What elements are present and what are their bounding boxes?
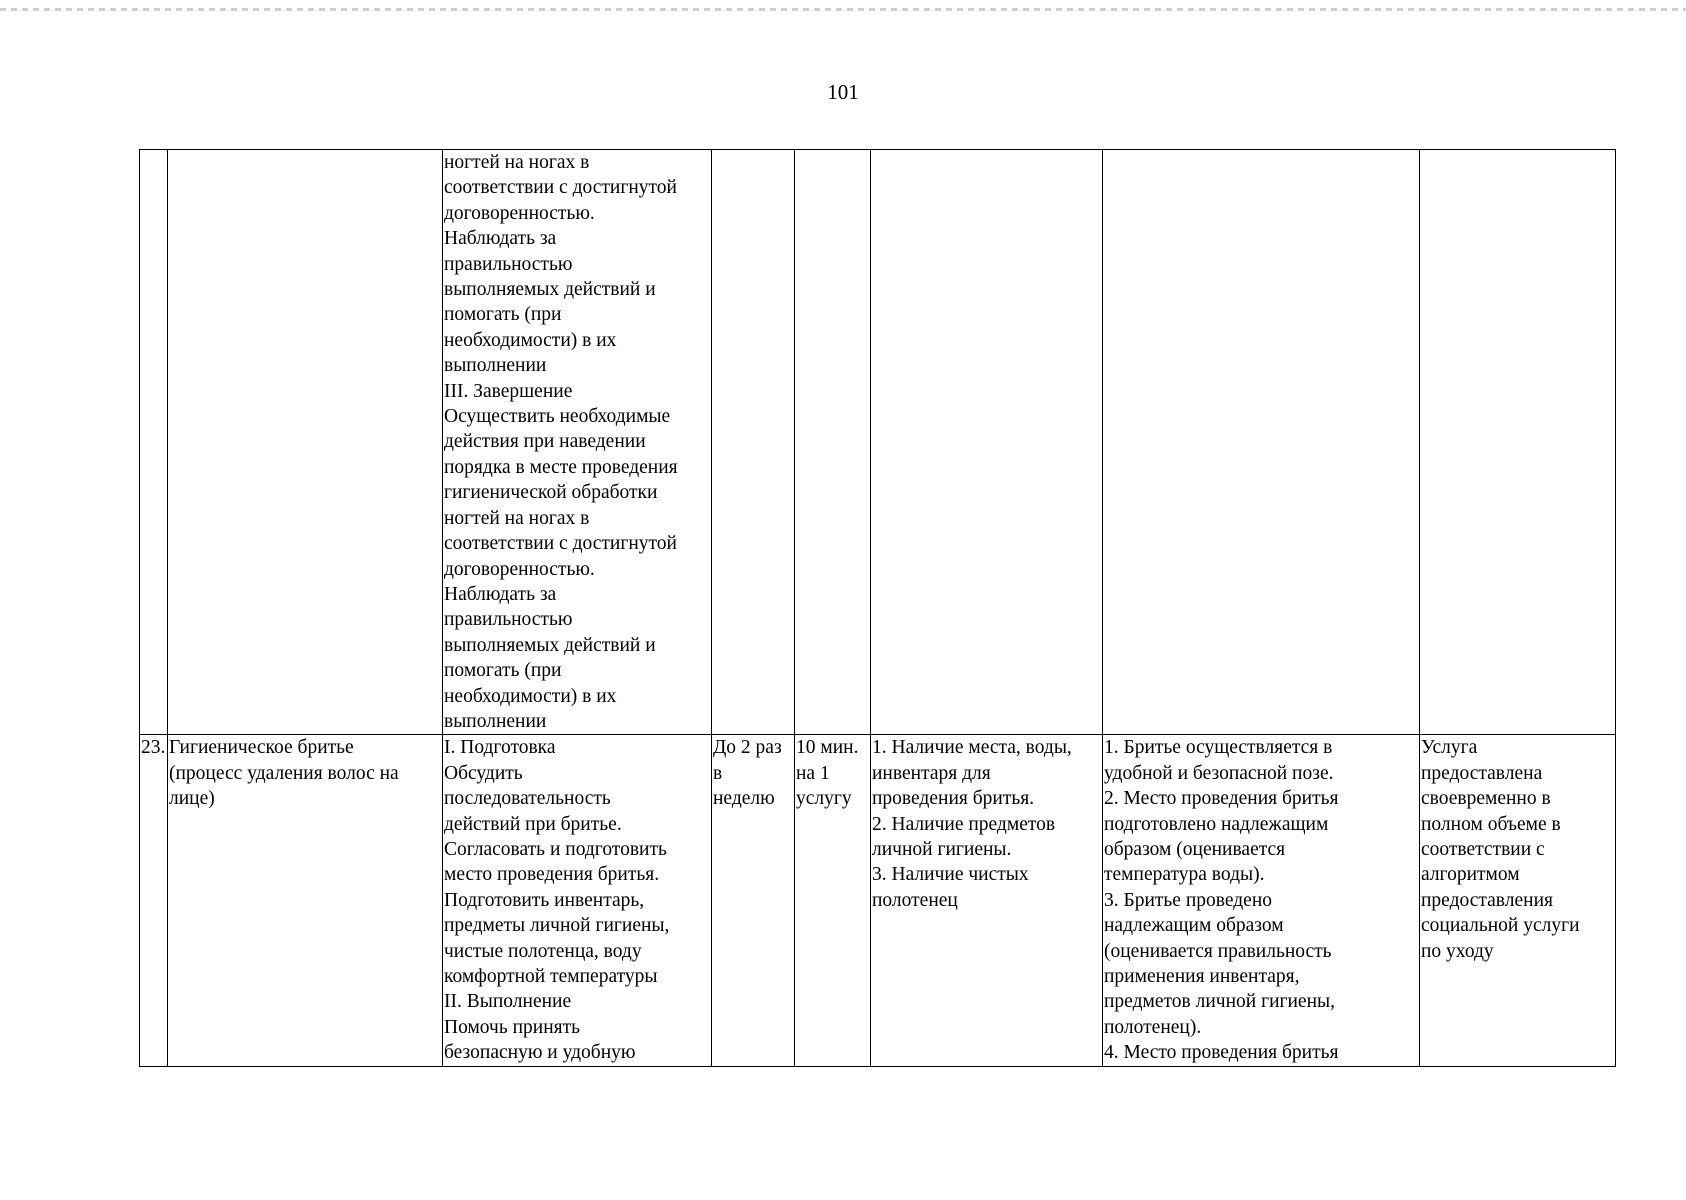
cell-service-name: Гигиеническое бритье (процесс удаления волос на лице) <box>168 735 443 1066</box>
cell-quality-indicators: 1. Бритье осуществляется в удобной и безопасной позе. 2. Место проведения бритья подготовлено надлежащим образом (оценивается температура воды). 3. Бритье проведено надлежащим образом (оценивается правильность применения инвентаря, предметов личной гигиены, полотенец). 4. Место проведения бритья <box>1103 735 1420 1066</box>
cell-frequency <box>712 150 795 735</box>
cell-service-content: ногтей на ногах в соответствии с достигнутой договоренностью. Наблюдать за правильностью выполняемых действий и помогать (при необходимости) в их выполнении III. Завершение Осуществить необходимые действия при наведении порядка в месте проведения гигиенической обработки ногтей на ногах в соответствии с достигнутой договоренностью. Наблюдать за правильностью выполняемых действий и помогать (при необходимости) в их выполнении <box>443 150 712 735</box>
cell-number: 23. <box>140 735 168 1066</box>
cell-duration <box>795 150 871 735</box>
cell-service-name <box>168 150 443 735</box>
cell-conditions <box>871 150 1103 735</box>
cell-result <box>1420 150 1616 735</box>
cell-conditions: 1. Наличие места, воды, инвентаря для проведения бритья. 2. Наличие предметов личной гигиены. 3. Наличие чистых полотенец <box>871 735 1103 1066</box>
cell-frequency: До 2 раз в неделю <box>712 735 795 1066</box>
scan-edge <box>0 8 1686 11</box>
cell-quality-indicators <box>1103 150 1420 735</box>
cell-service-content: I. Подготовка Обсудить последовательность действий при бритье. Согласовать и подготовить место проведения бритья. Подготовить инвентарь, предметы личной гигиены, чистые полотенца, воду комфортной температуры II. Выполнение Помочь принять безопасную и удобную <box>443 735 712 1066</box>
page-number: 101 <box>827 80 859 104</box>
services-table <box>139 149 1616 1067</box>
cell-number <box>140 150 168 735</box>
table-row-23 <box>140 735 1616 1066</box>
cell-result: Услуга предоставлена своевременно в полном объеме в соответствии с алгоритмом предоставления социальной услуги по уходу <box>1420 735 1616 1066</box>
cell-duration: 10 мин. на 1 услугу <box>795 735 871 1066</box>
table-row-continued <box>140 150 1616 735</box>
